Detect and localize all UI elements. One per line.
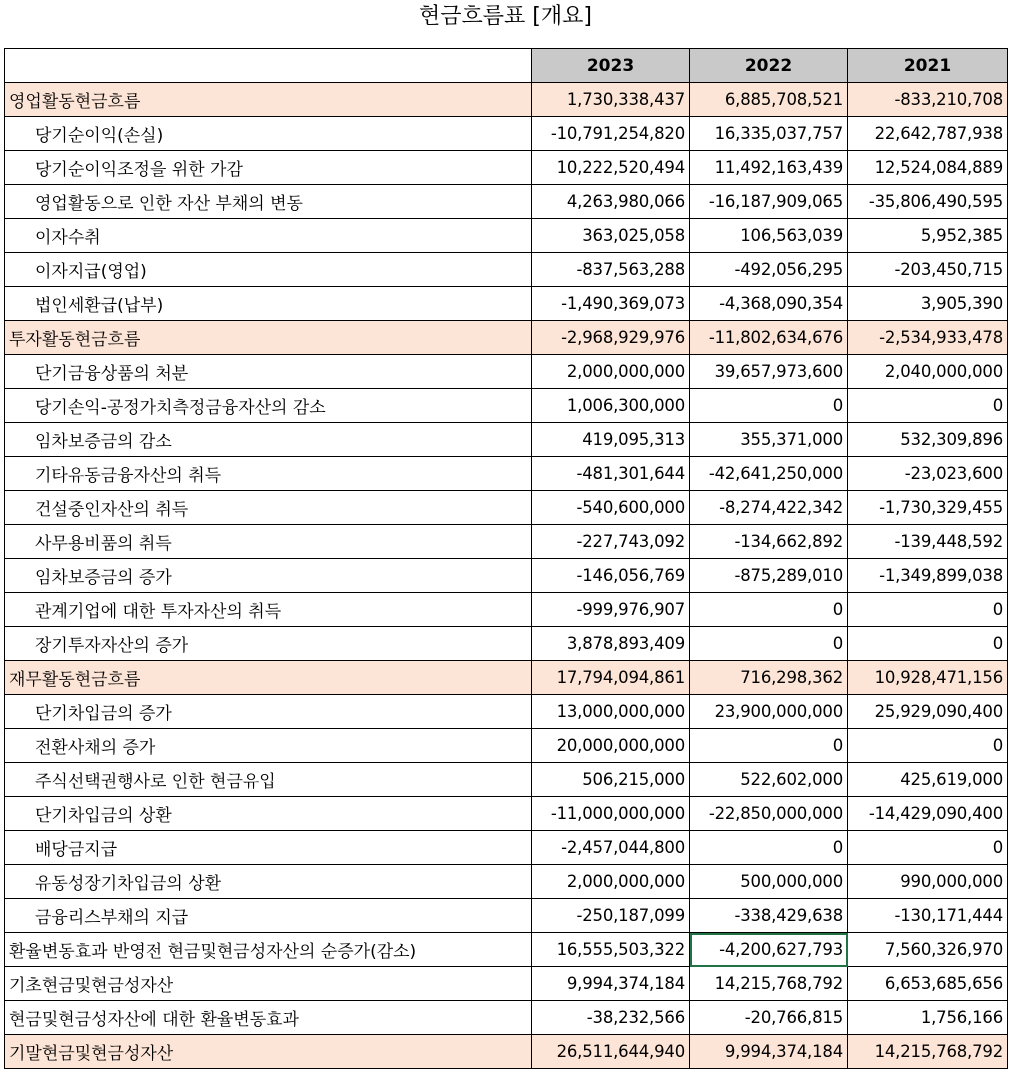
value-cell-2021[interactable]: -139,448,592 — [848, 525, 1008, 559]
table-row — [5, 1001, 1008, 1035]
value-cell-2023[interactable]: -837,563,288 — [532, 253, 690, 287]
value-cell-2021[interactable]: 0 — [848, 831, 1008, 865]
table-row — [5, 457, 1008, 491]
row-label-cell[interactable]: 임차보증금의 증가 — [5, 559, 532, 593]
value-cell-2022[interactable]: 522,602,000 — [690, 763, 848, 797]
value-cell-2022[interactable]: -875,289,010 — [690, 559, 848, 593]
value-cell-2021[interactable]: 0 — [848, 627, 1008, 661]
row-label-cell[interactable]: 환율변동효과 반영전 현금및현금성자산의 순증가(감소) — [5, 933, 532, 967]
table-row — [5, 695, 1008, 729]
value-cell-2023[interactable]: -38,232,566 — [532, 1001, 690, 1035]
value-cell-2021[interactable]: 5,952,385 — [848, 219, 1008, 253]
value-cell-2021[interactable]: -130,171,444 — [848, 899, 1008, 933]
row-label-cell[interactable]: 주식선택권행사로 인한 현금유입 — [5, 763, 532, 797]
header-cell-2023[interactable]: 2023 — [532, 49, 690, 83]
table-row — [5, 933, 1008, 967]
table-row — [5, 389, 1008, 423]
value-cell-2021[interactable]: 0 — [848, 389, 1008, 423]
value-cell-2022[interactable]: 11,492,163,439 — [690, 151, 848, 185]
value-cell-2022[interactable]: -134,662,892 — [690, 525, 848, 559]
row-label-cell[interactable]: 장기투자자산의 증가 — [5, 627, 532, 661]
value-cell-2022[interactable]: -4,368,090,354 — [690, 287, 848, 321]
row-label-cell[interactable]: 당기순이익조정을 위한 가감 — [5, 151, 532, 185]
header-cell-2021[interactable]: 2021 — [848, 49, 1008, 83]
value-cell-2022[interactable]: 0 — [690, 627, 848, 661]
row-label-cell[interactable]: 기초현금및현금성자산 — [5, 967, 532, 1001]
table-row — [5, 661, 1008, 695]
value-cell-2022[interactable]: -16,187,909,065 — [690, 185, 848, 219]
row-label-cell[interactable]: 영업활동현금흐름 — [5, 83, 532, 117]
value-cell-2021[interactable]: 3,905,390 — [848, 287, 1008, 321]
table-row — [5, 321, 1008, 355]
value-cell-2021[interactable]: 2,040,000,000 — [848, 355, 1008, 389]
row-label-cell[interactable]: 관계기업에 대한 투자자산의 취득 — [5, 593, 532, 627]
table-row — [5, 729, 1008, 763]
row-label-cell[interactable]: 영업활동으로 인한 자산 부채의 변동 — [5, 185, 532, 219]
table-row — [5, 831, 1008, 865]
value-cell-2021[interactable]: -203,450,715 — [848, 253, 1008, 287]
value-cell-2023[interactable]: 419,095,313 — [532, 423, 690, 457]
table-row — [5, 151, 1008, 185]
table-row — [5, 559, 1008, 593]
row-label-cell[interactable]: 배당금지급 — [5, 831, 532, 865]
table-row — [5, 899, 1008, 933]
row-label-cell[interactable]: 당기순이익(손실) — [5, 117, 532, 151]
row-label-cell[interactable]: 전환사채의 증가 — [5, 729, 532, 763]
row-label-cell[interactable]: 당기손익-공정가치측정금융자산의 감소 — [5, 389, 532, 423]
value-cell-2022[interactable]: 0 — [690, 831, 848, 865]
row-label-cell[interactable]: 단기차입금의 증가 — [5, 695, 532, 729]
table-row — [5, 219, 1008, 253]
value-cell-2021[interactable]: 6,653,685,656 — [848, 967, 1008, 1001]
value-cell-2021[interactable]: 0 — [848, 729, 1008, 763]
value-cell-2023[interactable]: -11,000,000,000 — [532, 797, 690, 831]
value-cell-2022[interactable]: 9,994,374,184 — [690, 1035, 848, 1069]
row-label-cell[interactable]: 기타유동금융자산의 취득 — [5, 457, 532, 491]
value-cell-2023[interactable]: 1,006,300,000 — [532, 389, 690, 423]
table-row — [5, 185, 1008, 219]
value-cell-2023[interactable]: 9,994,374,184 — [532, 967, 690, 1001]
sheet-title: 현금흐름표 [개요] — [419, 4, 592, 29]
value-cell-2023[interactable]: -999,976,907 — [532, 593, 690, 627]
row-label-cell[interactable]: 법인세환급(납부) — [5, 287, 532, 321]
value-cell-2021[interactable]: 22,642,787,938 — [848, 117, 1008, 151]
value-cell-2022[interactable]: 0 — [690, 389, 848, 423]
table-row — [5, 797, 1008, 831]
value-cell-2021[interactable]: 14,215,768,792 — [848, 1035, 1008, 1069]
header-row — [5, 49, 1008, 83]
value-cell-2021[interactable]: 10,928,471,156 — [848, 661, 1008, 695]
value-cell-2023[interactable]: 2,000,000,000 — [532, 865, 690, 899]
value-cell-2022[interactable]: 0 — [690, 729, 848, 763]
row-label-cell[interactable]: 이자수취 — [5, 219, 532, 253]
table-row — [5, 423, 1008, 457]
row-label-cell[interactable]: 기말현금및현금성자산 — [5, 1035, 532, 1069]
value-cell-2023[interactable]: 2,000,000,000 — [532, 355, 690, 389]
table-row — [5, 627, 1008, 661]
table-row — [5, 967, 1008, 1001]
header-cell-blank[interactable] — [5, 49, 532, 83]
value-cell-2022[interactable]: -42,641,250,000 — [690, 457, 848, 491]
table-row — [5, 253, 1008, 287]
value-cell-2021[interactable]: -14,429,090,400 — [848, 797, 1008, 831]
value-cell-2023[interactable]: -2,457,044,800 — [532, 831, 690, 865]
value-cell-2022[interactable]: -8,274,422,342 — [690, 491, 848, 525]
value-cell-2021[interactable]: 25,929,090,400 — [848, 695, 1008, 729]
row-label-cell[interactable]: 단기차입금의 상환 — [5, 797, 532, 831]
value-cell-2022[interactable]: 716,298,362 — [690, 661, 848, 695]
value-cell-2021[interactable]: 1,756,166 — [848, 1001, 1008, 1035]
value-cell-2021[interactable]: 425,619,000 — [848, 763, 1008, 797]
value-cell-2021[interactable]: -1,349,899,038 — [848, 559, 1008, 593]
row-label-cell[interactable]: 사무용비품의 취득 — [5, 525, 532, 559]
value-cell-2023[interactable]: 17,794,094,861 — [532, 661, 690, 695]
table-row — [5, 865, 1008, 899]
header-cell-2022[interactable]: 2022 — [690, 49, 848, 83]
value-cell-2022[interactable]: -338,429,638 — [690, 899, 848, 933]
value-cell-2022[interactable]: 39,657,973,600 — [690, 355, 848, 389]
table-row — [5, 491, 1008, 525]
cash-flow-table — [4, 48, 1008, 1069]
row-label-cell[interactable]: 현금및현금성자산에 대한 환율변동효과 — [5, 1001, 532, 1035]
value-cell-2022[interactable]: 355,371,000 — [690, 423, 848, 457]
value-cell-2022[interactable]: 500,000,000 — [690, 865, 848, 899]
value-cell-2023[interactable]: -227,743,092 — [532, 525, 690, 559]
table-row — [5, 83, 1008, 117]
value-cell-2021[interactable]: -833,210,708 — [848, 83, 1008, 117]
value-cell-2021[interactable]: 0 — [848, 593, 1008, 627]
value-cell-2021[interactable]: 990,000,000 — [848, 865, 1008, 899]
table-row — [5, 117, 1008, 151]
row-label-cell[interactable]: 재무활동현금흐름 — [5, 661, 532, 695]
value-cell-2023[interactable]: 506,215,000 — [532, 763, 690, 797]
row-label-cell[interactable]: 임차보증금의 감소 — [5, 423, 532, 457]
value-cell-2023[interactable]: 13,000,000,000 — [532, 695, 690, 729]
value-cell-2023[interactable]: -10,791,254,820 — [532, 117, 690, 151]
row-label-cell[interactable]: 금융리스부채의 지급 — [5, 899, 532, 933]
value-cell-2022[interactable]: 14,215,768,792 — [690, 967, 848, 1001]
value-cell-2023[interactable]: 10,222,520,494 — [532, 151, 690, 185]
value-cell-2022[interactable]: 6,885,708,521 — [690, 83, 848, 117]
row-label-cell[interactable]: 유동성장기차입금의 상환 — [5, 865, 532, 899]
value-cell-2021[interactable]: 532,309,896 — [848, 423, 1008, 457]
table-row — [5, 593, 1008, 627]
table-row — [5, 525, 1008, 559]
value-cell-2022[interactable]: 106,563,039 — [690, 219, 848, 253]
value-cell-2023[interactable]: -481,301,644 — [532, 457, 690, 491]
row-label-cell[interactable]: 이자지급(영업) — [5, 253, 532, 287]
value-cell-2021[interactable]: -2,534,933,478 — [848, 321, 1008, 355]
table-row — [5, 1035, 1008, 1069]
value-cell-2021[interactable]: -23,023,600 — [848, 457, 1008, 491]
value-cell-2023[interactable]: -2,968,929,976 — [532, 321, 690, 355]
table-row — [5, 355, 1008, 389]
value-cell-2023[interactable]: 1,730,338,437 — [532, 83, 690, 117]
value-cell-2022[interactable]: 0 — [690, 593, 848, 627]
value-cell-2022[interactable]: 23,900,000,000 — [690, 695, 848, 729]
value-cell-2023[interactable]: -540,600,000 — [532, 491, 690, 525]
value-cell-2022[interactable]: -11,802,634,676 — [690, 321, 848, 355]
value-cell-2023[interactable]: -1,490,369,073 — [532, 287, 690, 321]
value-cell-2023[interactable]: -250,187,099 — [532, 899, 690, 933]
value-cell-2023[interactable]: -146,056,769 — [532, 559, 690, 593]
row-label-cell[interactable]: 건설중인자산의 취득 — [5, 491, 532, 525]
value-cell-2023[interactable]: 4,263,980,066 — [532, 185, 690, 219]
row-label-cell[interactable]: 투자활동현금흐름 — [5, 321, 532, 355]
row-label-cell[interactable]: 단기금융상품의 처분 — [5, 355, 532, 389]
value-cell-2021[interactable]: -1,730,329,455 — [848, 491, 1008, 525]
value-cell-2023[interactable]: 3,878,893,409 — [532, 627, 690, 661]
value-cell-2023[interactable]: 20,000,000,000 — [532, 729, 690, 763]
value-cell-2022[interactable]: -4,200,627,793 — [690, 933, 848, 967]
value-cell-2021[interactable]: 12,524,084,889 — [848, 151, 1008, 185]
value-cell-2022[interactable]: -20,766,815 — [690, 1001, 848, 1035]
value-cell-2023[interactable]: 26,511,644,940 — [532, 1035, 690, 1069]
value-cell-2021[interactable]: 7,560,326,970 — [848, 933, 1008, 967]
value-cell-2022[interactable]: 16,335,037,757 — [690, 117, 848, 151]
value-cell-2021[interactable]: -35,806,490,595 — [848, 185, 1008, 219]
table-row — [5, 287, 1008, 321]
value-cell-2023[interactable]: 16,555,503,322 — [532, 933, 690, 967]
value-cell-2022[interactable]: -22,850,000,000 — [690, 797, 848, 831]
value-cell-2022[interactable]: -492,056,295 — [690, 253, 848, 287]
table-row — [5, 763, 1008, 797]
value-cell-2023[interactable]: 363,025,058 — [532, 219, 690, 253]
